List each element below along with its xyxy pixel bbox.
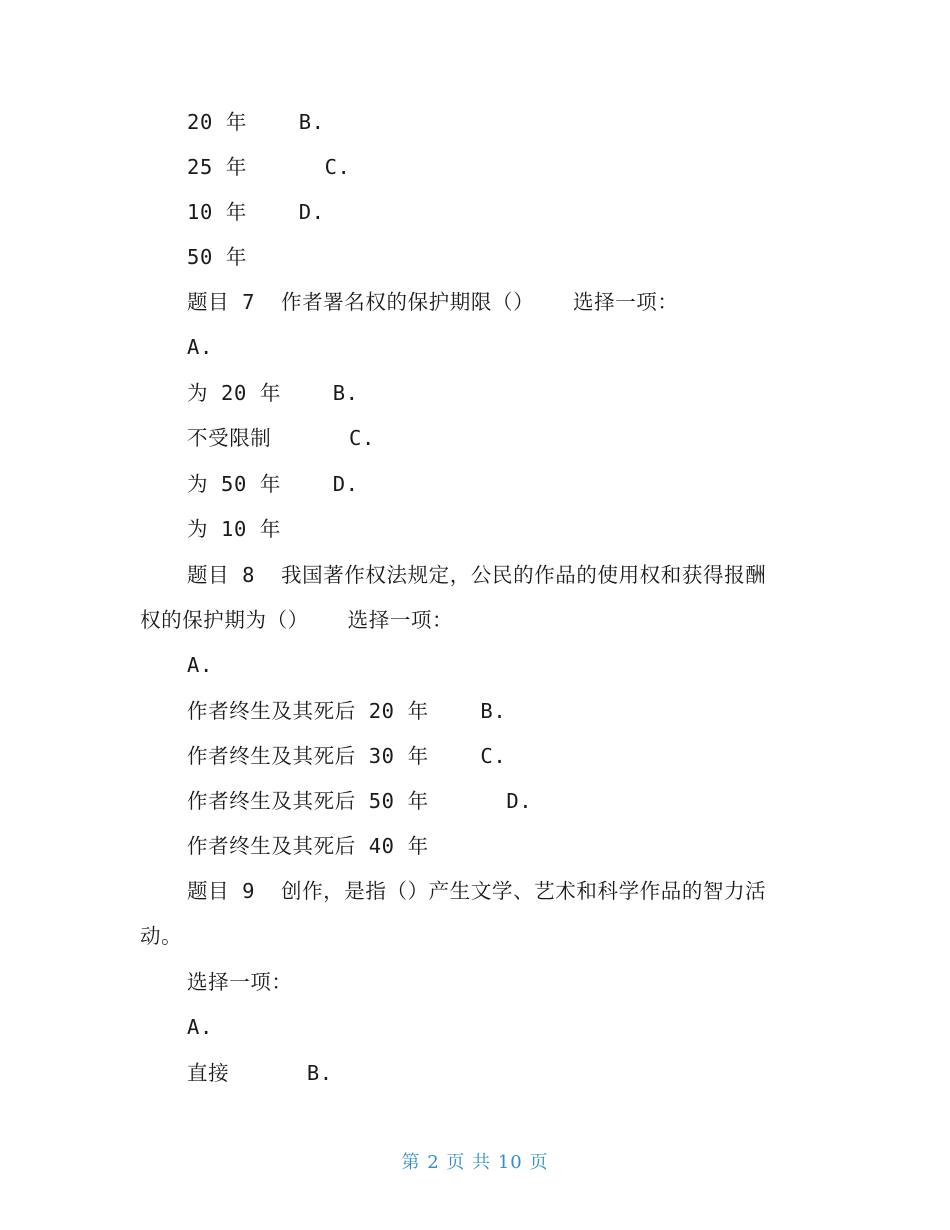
- text-line: 选择一项：: [187, 970, 293, 994]
- text-line: 25 年 C.: [187, 155, 351, 179]
- text-line: 不受限制 C.: [187, 426, 375, 450]
- question-line: 题目 9 创作，是指（）产生文学、艺术和科学作品的智力活: [187, 879, 767, 903]
- question-line: 权的保护期为（） 选择一项：: [140, 608, 454, 632]
- question-line: 动。: [140, 924, 183, 948]
- text-line: 20 年 B.: [187, 110, 325, 134]
- text-line: A.: [187, 1015, 213, 1039]
- text-line: 为 20 年 B.: [187, 381, 359, 405]
- text-line: 作者终生及其死后 40 年: [187, 834, 429, 858]
- text-line: 为 50 年 D.: [187, 472, 359, 496]
- text-line: 10 年 D.: [187, 200, 325, 224]
- page-number-footer: 第 2 页 共 10 页: [401, 1152, 549, 1173]
- text-line: A.: [187, 653, 213, 677]
- text-line: 作者终生及其死后 50 年 D.: [187, 789, 533, 813]
- question-line: 题目 8 我国著作权法规定，公民的作品的使用权和获得报酬: [187, 563, 767, 587]
- question-line: 题目 7 作者署名权的保护期限（） 选择一项：: [187, 290, 679, 314]
- text-line: A.: [187, 335, 213, 359]
- text-line: 直接 B.: [187, 1061, 333, 1085]
- text-line: 作者终生及其死后 20 年 B.: [187, 699, 507, 723]
- text-line: 为 10 年: [187, 517, 281, 541]
- text-line: 作者终生及其死后 30 年 C.: [187, 744, 507, 768]
- text-line: 50 年: [187, 245, 247, 269]
